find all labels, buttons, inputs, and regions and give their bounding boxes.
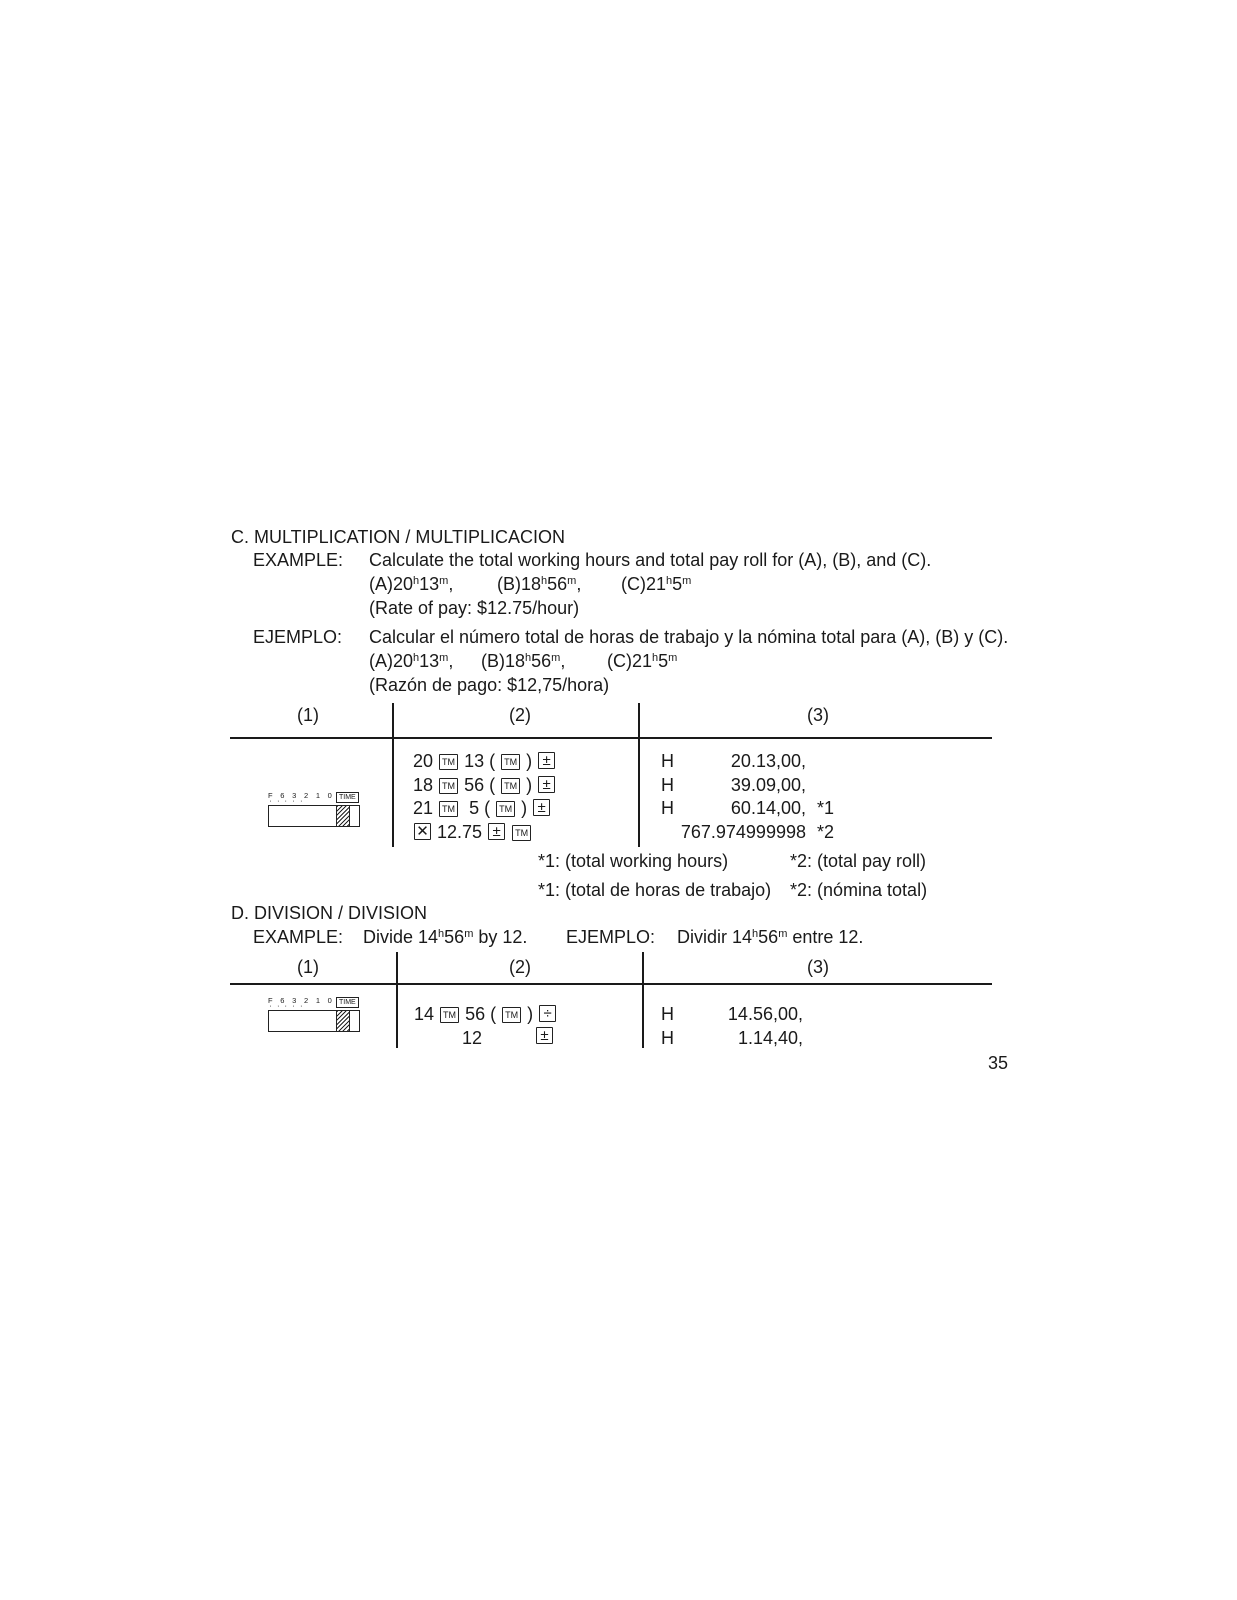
plus-minus-key-icon: ± — [533, 799, 550, 816]
ejemplo-text: Calcular el número total de horas de trabajo y la nómina total para (A), (B) y (C). — [369, 627, 1009, 647]
table-row: 14 TM 56 ( TM ) ÷ — [414, 1005, 557, 1023]
col-header-3: (3) — [807, 705, 829, 725]
tm-key-icon: TM — [502, 1007, 521, 1023]
footnote-2-es: *2: (nómina total) — [790, 880, 928, 900]
mode-label: H — [661, 751, 674, 771]
example-text: Divide 14$^h$56$^m$ by 12. — [363, 927, 528, 947]
ejemplo-label: EJEMPLO: — [253, 627, 343, 647]
footnote-1-es: *1: (total de horas de trabajo) — [538, 880, 772, 900]
tm-key-icon: TM — [501, 754, 520, 770]
plus-minus-key-icon: ± — [488, 823, 505, 840]
plus-minus-key-icon: ± — [538, 776, 555, 793]
footnote-1-en: *1: (total working hours) — [538, 851, 729, 871]
col-header-1: (1) — [297, 957, 319, 977]
tm-key-icon: TM — [440, 1007, 459, 1023]
mode-label: H — [661, 798, 674, 818]
col-header-3: (3) — [807, 957, 829, 977]
note-marker: *2 — [817, 822, 835, 842]
table-row: 20 TM 13 ( TM ) ± — [413, 752, 556, 770]
table-row: 21 TM 5 ( TM ) ± — [413, 799, 551, 817]
example-label: EXAMPLE: — [253, 927, 344, 947]
example-values: (A)20$^h$13$^m$, — [369, 574, 454, 594]
example-values-b: (B)18$^h$56$^m$, — [497, 574, 582, 594]
mode-label: H — [661, 1004, 674, 1024]
result-value: 14.56,00, — [727, 1004, 803, 1024]
col-header-2: (2) — [509, 957, 531, 977]
result-value: 767.974999998 — [680, 822, 806, 842]
table-c-divider-1 — [392, 703, 394, 847]
ejemplo-label: EJEMPLO: — [566, 927, 656, 947]
result-value: 60.14,00, — [730, 798, 806, 818]
mode-label: H — [661, 775, 674, 795]
section-c-title: C. MULTIPLICATION / MULTIPLICACION — [231, 527, 566, 547]
ejemplo-values-c: (C)21$^h$5$^m$ — [607, 651, 678, 671]
example-values-c: (C)21$^h$5$^m$ — [621, 574, 692, 594]
plus-minus-key-icon: ± — [538, 752, 555, 769]
table-d-rule — [230, 983, 992, 985]
tm-key-icon: TM — [439, 754, 458, 770]
tm-key-icon: TM — [496, 801, 515, 817]
switch-knob — [336, 1010, 350, 1032]
footnote-2-en: *2: (total pay roll) — [790, 851, 927, 871]
divide-key-icon: ÷ — [539, 1005, 556, 1022]
table-row: 12 — [462, 1028, 483, 1048]
table-row-key — [535, 1027, 554, 1045]
ejemplo-values-b: (B)18$^h$56$^m$, — [481, 651, 566, 671]
col-header-2: (2) — [509, 705, 531, 725]
ejemplo-text: Dividir 14$^h$56$^m$ entre 12. — [677, 927, 864, 947]
mode-label: H — [661, 1028, 674, 1048]
example-text: Calculate the total working hours and total pay roll for (A), (B), and (C). — [369, 550, 932, 570]
result-value: 39.09,00, — [730, 775, 806, 795]
table-c-rule — [230, 737, 992, 739]
note-marker: *1 — [817, 798, 835, 818]
col-header-1: (1) — [297, 705, 319, 725]
table-row: ✕ 12.75 ± TM — [413, 823, 532, 841]
page-number: 35 — [988, 1053, 1009, 1073]
rate-of-pay: (Rate of pay: $12.75/hour) — [369, 598, 580, 618]
section-d-title: D. DIVISION / DIVISION — [231, 903, 428, 923]
table-c-divider-2 — [638, 703, 640, 847]
table-d-divider-1 — [396, 952, 398, 1048]
tm-key-icon: TM — [501, 778, 520, 794]
table-d-divider-2 — [642, 952, 644, 1048]
tm-key-icon: TM — [439, 778, 458, 794]
rate-of-pay-es: (Razón de pago: $12,75/hora) — [369, 675, 610, 695]
switch-knob — [336, 805, 350, 827]
tm-key-icon: TM — [439, 801, 458, 817]
result-value: 1.14,40, — [737, 1028, 803, 1048]
example-label: EXAMPLE: — [253, 550, 344, 570]
table-row: 18 TM 56 ( TM ) ± — [413, 776, 556, 794]
ejemplo-values: (A)20$^h$13$^m$, — [369, 651, 454, 671]
plus-minus-key-icon: ± — [536, 1027, 553, 1044]
result-value: 20.13,00, — [730, 751, 806, 771]
times-key-icon: ✕ — [414, 823, 431, 840]
tm-key-icon: TM — [512, 825, 531, 841]
